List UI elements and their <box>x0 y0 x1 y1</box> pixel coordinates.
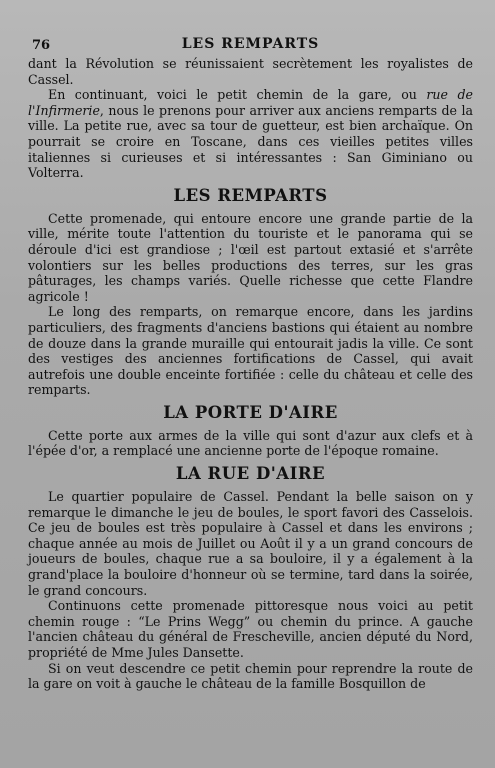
paragraph-remparts-1: Cette promenade, qui entoure encore une grande partie de la ville, mérite toute l'attention du touriste et le panorama qui se déroule d'ici est grandiose ; l'œil est partout extasié et s'arrête volontiers sur les belles productions des terres, sur les gras pâturages, les champs variés. Quelle richesse que cette Flandre agricole ! <box>28 210 473 304</box>
street-name-italic: rue de l'Infirmerie <box>28 87 473 118</box>
running-header <box>28 34 473 56</box>
running-title: LES REMPARTS <box>181 36 320 52</box>
intro-text-b: , nous le prenons pour arriver aux anciens remparts de la ville. La petite rue, avec sa tour de guetteur, est bien archaïque. On pourrait se croire en Toscane, dans ces vieilles petites villes italiennes si curieuses et si intéressantes : San Giminiano ou Volterra. <box>28 102 473 181</box>
heading-la-porte-daire: LA PORTE D'AIRE <box>163 402 338 422</box>
intro-text-a: En continuant, voici le petit chemin de la gare, ou <box>48 87 427 103</box>
page-number: 76 <box>32 38 51 53</box>
paragraph-remparts-2: Le long des remparts, on remarque encore, dans les jardins particuliers, des fragments d'anciens bastions qui étaient au nombre de douze dans la grande muraille qui entourait jadis la ville. Ce sont des vestiges des anciennes fortifications de Cassel, qui avait autrefois une double enceinte fortifiée : celle du château et celle des remparts. <box>28 304 473 398</box>
paragraph-rue-2: Continuons cette promenade pittoresque nous voici au petit chemin rouge : “Le Prins Wegg” ou chemin du prince. A gauche l'ancien château du général de Frescheville, ancien député du Nord, propriété de Mme Jules Dansette. <box>28 598 473 660</box>
paragraph-intro-2 <box>28 87 473 181</box>
heading-la-rue-daire: LA RUE D'AIRE <box>175 464 326 484</box>
paragraph-rue-1: Le quartier populaire de Cassel. Pendant la belle saison on y remarque le dimanche le jeu de boules, le sport favori des Casselois. Ce jeu de boules est très populaire à Cassel et dans les environs ; chaque année au mois de Juillet ou Août il y a un grand concours de joueurs de boules, chaque rue a sa bouloire, il y a également à la grand'place la bouloire d'honneur où se termine, tard dans la soirée, le grand concours. <box>28 489 473 598</box>
heading-les-remparts: LES REMPARTS <box>173 185 328 205</box>
paragraph-rue-3: Si on veut descendre ce petit chemin pour reprendre la route de la gare on voit à gauche le château de la famille Bosquillon de <box>28 660 473 692</box>
paragraph-porte-1: Cette porte aux armes de la ville qui sont d'azur aux clefs et à l'épée d'or, a remplacé une ancienne porte de l'époque romaine. <box>28 427 473 459</box>
paragraph-intro-1: dant la Révolution se réunissaient secrètement les royalistes de Cassel. <box>28 56 473 87</box>
